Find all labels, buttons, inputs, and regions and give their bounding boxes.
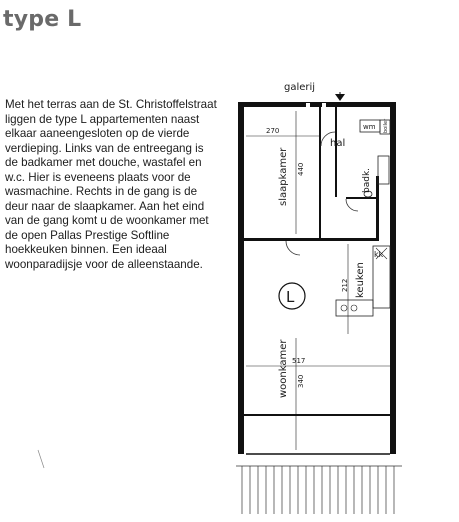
label-hal: hal (330, 138, 346, 149)
label-boiler: boiler (383, 118, 389, 133)
dim-keuken-depth: 212 (341, 278, 349, 292)
label-slaapkamer: slaapkamer (278, 147, 289, 206)
dim-slaapkamer-width: 270 (266, 127, 280, 135)
label-badkamer: badk. (362, 167, 372, 193)
dim-woonkamer-width: 517 (292, 357, 306, 365)
type-letter: L (286, 288, 295, 306)
label-galerij: galerij (284, 82, 316, 93)
dim-slaapkamer-depth: 440 (297, 162, 305, 176)
scan-mark (36, 448, 48, 472)
label-wm: wm (363, 123, 376, 131)
page-title: type L (3, 7, 82, 32)
label-kk: kk (374, 250, 384, 259)
terrace (236, 466, 402, 514)
dim-woonkamer-depth: 340 (297, 374, 305, 388)
entrance-arrow-icon (335, 92, 345, 101)
label-keuken: keuken (355, 262, 366, 298)
description-text: Met het terras aan de St. Christoffelstraat liggen de type L appartementen naast elkaar aaneengesloten op de vierde verdieping. Links van de entreegang is de badkamer met douche, wastafel en w.c. Hier is eveneens plaats voor de wasmachine. Rechts in de gang is de deur naar de slaapkamer. Aan het eind van de gang komt u de woonkamer met de open Pallas Prestige Softline hoekkeuken binnen. Een ideaal woonparadijsje voor de alleenstaande. (5, 98, 217, 271)
label-woonkamer: woonkamer (278, 339, 289, 398)
floor-plan (226, 76, 416, 516)
